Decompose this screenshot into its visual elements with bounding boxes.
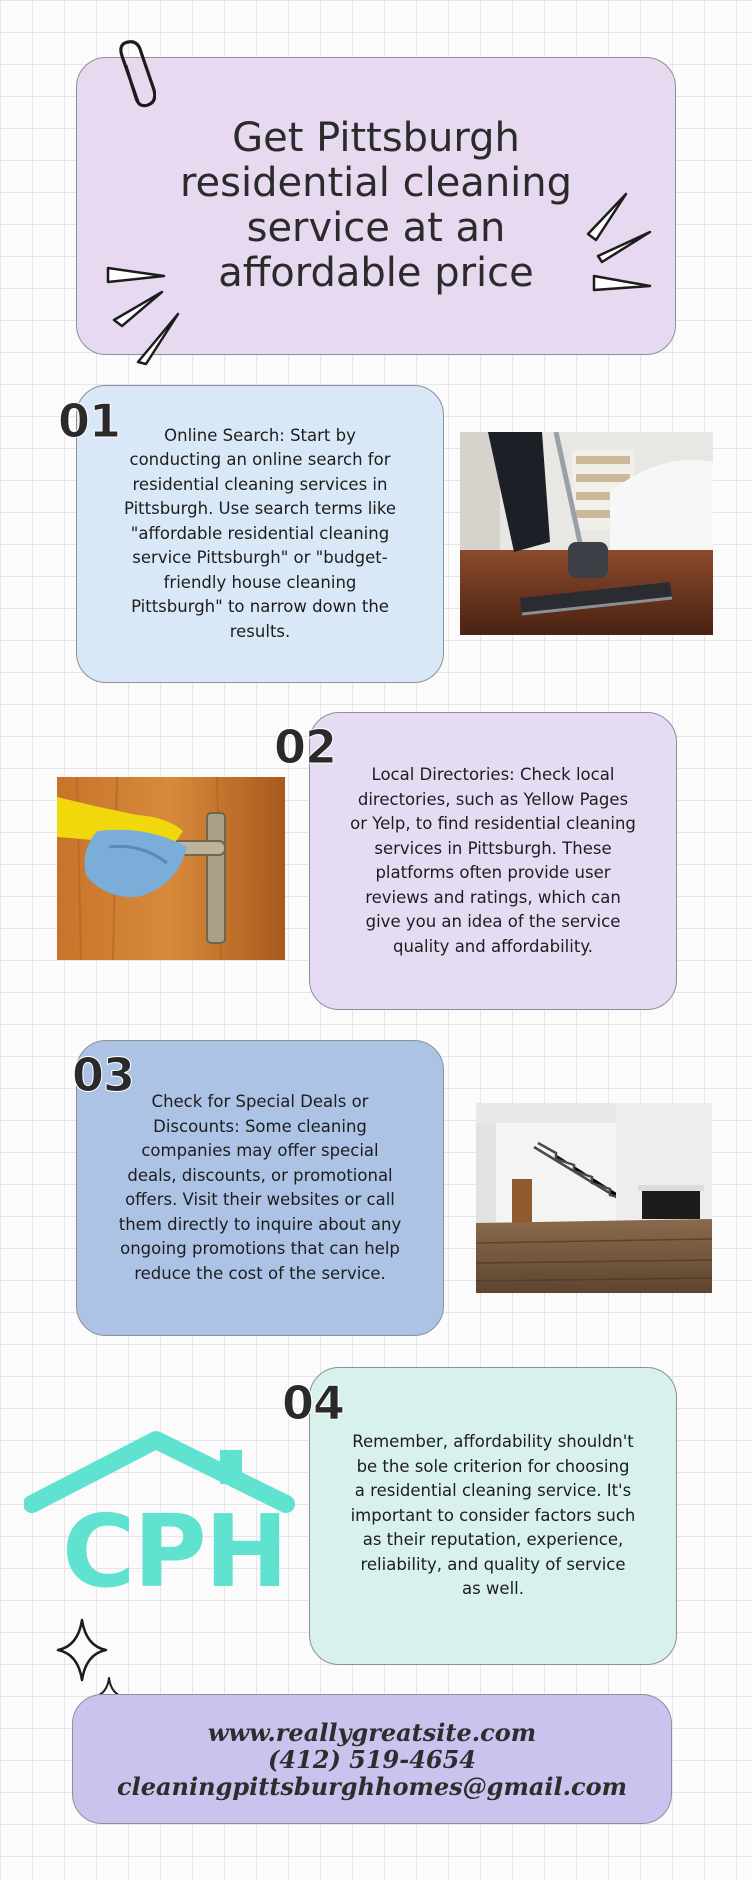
contact-card — [72, 1694, 672, 1824]
step-card-2 — [309, 712, 677, 1010]
interior-photo — [476, 1103, 712, 1293]
phone-number[interactable]: (412) 519-4654 — [267, 1744, 477, 1774]
step-1-text: Online Search: Start by conducting an online search for residential cleaning services in Pittsburgh. Use search terms like "affordable residential cleaning service Pittsburgh" or "budget-friendly house cleaning Pittsburgh" to narrow down the results. — [124, 425, 396, 641]
step-4-number: 04 — [282, 1376, 345, 1430]
step-card-4 — [309, 1367, 677, 1665]
sparkle-icon — [56, 1618, 108, 1682]
step-2-number: 02 — [274, 720, 337, 774]
paperclip-icon — [108, 38, 156, 114]
step-1-number: 01 — [58, 394, 121, 448]
step-3-number: 03 — [72, 1048, 135, 1102]
door-handle-photo — [57, 777, 285, 960]
logo-text: CPH — [62, 1493, 287, 1610]
sparkle-lines-left-icon — [104, 262, 184, 366]
page-title: Get Pittsburgh residential cleaning service at an affordable price — [179, 115, 573, 296]
step-4-text: Remember, affordability shouldn't be the sole criterion for choosing a residential cleaning service. It's important to consider factors such as their reputation, experience, reliability, and quality of service as well. — [350, 1432, 636, 1599]
sparkle-lines-right-icon — [584, 190, 656, 294]
step-card-1 — [76, 385, 444, 683]
website-link[interactable]: www.reallygreatsite.com — [207, 1717, 537, 1747]
email-link[interactable]: cleaningpittsburghhomes@gmail.com — [117, 1771, 627, 1801]
step-3-text: Check for Special Deals or Discounts: Some cleaning companies may offer special deals, discounts, or promotional offers. Visit their websites or call them directly to inquire about any ongoing promotions that can help reduce the cost of the service. — [118, 1092, 402, 1283]
step-2-text: Local Directories: Check local directories, such as Yellow Pages or Yelp, to find residential cleaning services in Pittsburgh. These platforms often provide user reviews and ratings, which can give you an idea of the service quality and affordability. — [350, 765, 636, 956]
vacuum-photo — [460, 432, 713, 635]
